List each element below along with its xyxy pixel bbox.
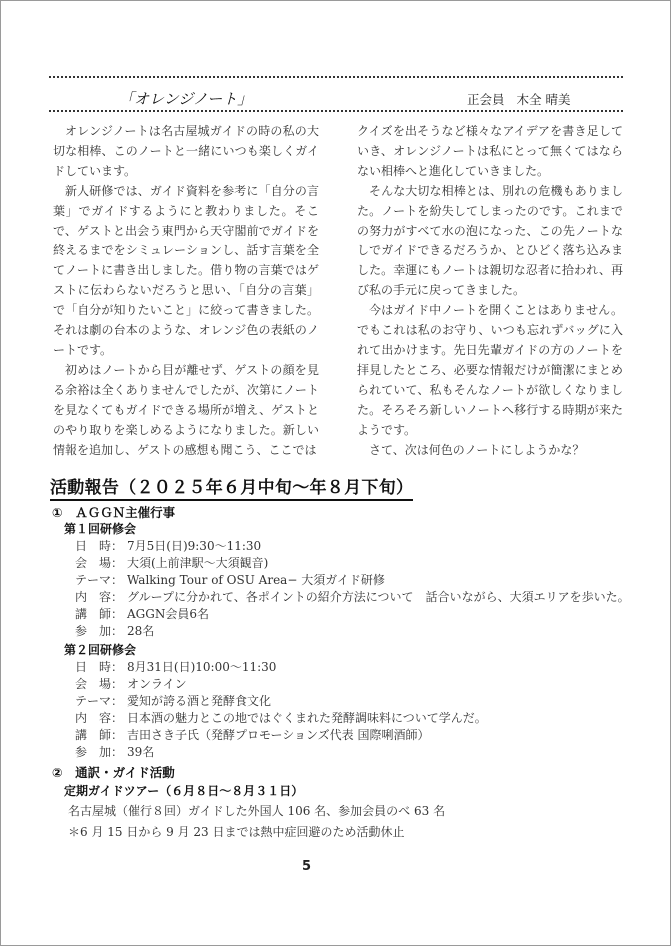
essay-paragraph: 新人研修では、ガイド資料を参考に「自分の言葉」でガイドするようにと教わりました。そこで、ゲストと出会う東門から天守閣前でガイドを終えるまでをシミュレーションし、話す言葉を全てノートに書き出しました。借り物の言葉ではゲストに伝わらないだろうと思い、「自分の言葉」で「自分が知りたいこと」に絞って書きました。それは劇の台本のような、オレンジ色の表紙のノートです。 bbox=[53, 183, 319, 357]
essay-title: 「オレンジノート」 bbox=[119, 90, 253, 108]
dotted-rule-bottom bbox=[49, 110, 623, 112]
session2-venue-row: 会 場： オンライン bbox=[75, 677, 187, 691]
session2-lecturer-row: 講 師： 吉田さき子氏（発酵プロモーションズ代表 国際唎酒師） bbox=[75, 728, 430, 742]
author-role: 正会員 bbox=[467, 92, 505, 107]
session2-theme-row: テーマ： 愛知が誇る酒と発酵食文化 bbox=[75, 694, 272, 708]
session1-content-row: 内 容： グループに分かれて、各ポイントの紹介方法について 話合いながら、大須エリアを歩いた。 bbox=[75, 590, 630, 604]
session1-venue-row: 会 場： 大須(上前津駅〜大須観音) bbox=[75, 556, 269, 570]
session2-content-row: 内 容： 日本酒の魅力とこの地ではぐくまれた発酵調味料について学んだ。 bbox=[75, 711, 487, 725]
author-name: 木全 晴美 bbox=[516, 92, 571, 107]
session2-participants-row: 参 加： 39名 bbox=[75, 745, 155, 759]
essay-paragraph: さて、次は何色のノートにしようかな？ bbox=[369, 442, 585, 457]
essay-paragraph: クイズを出そうなど様々なアイデアを書き足していき、オレンジノートは私にとって無くてはならない相棒へと進化していきました。 bbox=[357, 124, 623, 178]
session2-date-row: 日 時： 8月31日(日)10:00〜11:30 bbox=[75, 660, 277, 674]
section1-title: ① ＡＧＧＮ主催行事 bbox=[52, 505, 176, 520]
essay-paragraph: 初めはノートから目が離せず、ゲストの顔を見る余裕は全くありませんでしたが、次第にノートを見なくてもガイドできる場所が増え、ゲストとのやり取りを楽しめるようになりました。新しい情報を追加し、ゲストの感想も聞こう、ここでは bbox=[53, 362, 319, 457]
session1-date-row: 日 時： 7月5日(日)9:30〜11:30 bbox=[75, 539, 262, 553]
dotted-rule-top bbox=[49, 76, 623, 78]
section2-title: ② 通訳・ガイド活動 bbox=[52, 765, 175, 780]
essay-column-right bbox=[357, 122, 623, 460]
essay-paragraph: オレンジノートは名古屋城ガイドの時の私の大切な相棒、このノートと一緒にいつも楽しくガイドしています。 bbox=[53, 124, 319, 178]
essay-paragraph: 今はガイド中ノートを開くことはありません。でもこれは私のお守り、いつも忘れずバッグに入れて出かけます。先日先輩ガイドの方のノートを拝見したところ、必要な情報だけが簡潔にまとめられていて、私もそんなノートが欲しくなりました。そろそろ新しいノートへ移行する時期が来たようです。 bbox=[357, 303, 623, 437]
activity-report-heading: 活動報告（２０２５年６月中旬〜年８月下旬） bbox=[50, 473, 413, 501]
essay-author bbox=[467, 90, 571, 108]
page-number: 5 bbox=[301, 859, 312, 874]
essay-column-left bbox=[53, 122, 319, 460]
session2-title: 第２回研修会 bbox=[64, 643, 137, 657]
guide-tour-title: 定期ガイドツアー（６月８日〜８月３１日） bbox=[64, 784, 304, 798]
session1-lecturer-row: 講 師： AGGN会員6名 bbox=[75, 607, 209, 621]
session1-theme-row: テーマ： Walking Tour of OSU Area− 大須ガイド研修 bbox=[75, 573, 385, 587]
guide-tour-note: ＊6 月 15 日から 9 月 23 日までは熱中症回避のため活動休止 bbox=[68, 825, 405, 839]
session1-title: 第１回研修会 bbox=[64, 522, 137, 536]
session1-participants-row: 参 加： 28名 bbox=[75, 624, 155, 638]
essay-paragraph: そんな大切な相棒とは、別れの危機もありました。ノートを紛失してしまったのです。これまでの努力がすべて水の泡になった、この先ノートなしでガイドできるだろうか、とひどく落ち込みました。幸運にもノートは親切な忍者に拾われ、再び私の手元に戻ってきました。 bbox=[357, 183, 623, 298]
guide-tour-summary: 名古屋城（催行８回）ガイドした外国人 106 名、参加会員のべ 63 名 bbox=[68, 804, 446, 818]
